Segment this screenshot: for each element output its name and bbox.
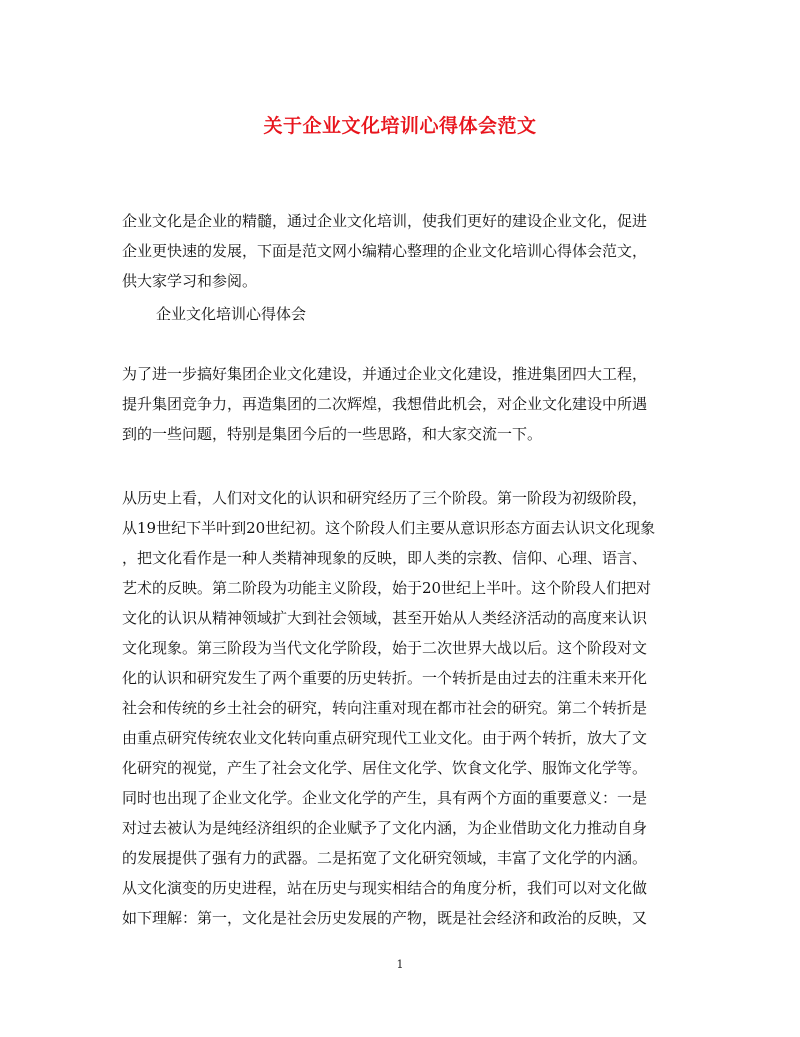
paragraph-line: 同时也出现了企业文化学。企业文化学的产生，具有两个方面的重要意义：一是 [122,789,648,807]
page-number: 1 [396,958,404,971]
intro-line: 企业更快速的发展，下面是范文网小编精心整理的企业文化培训心得体会范文， [122,242,648,260]
paragraph-line: 化研究的视觉，产生了社会文化学、居住文化学、饮食文化学、服饰文化学等。 [122,759,648,777]
paragraph-2 [122,483,682,933]
paragraph-line: 从文化演变的历史进程，站在历史与现实相结合的角度分析，我们可以对文化做 [122,879,648,897]
paragraph-line: ，把文化看作是一种人类精神现象的反映，即人类的宗教、信仰、心理、语言、 [122,549,648,567]
paragraph-line: 从19世纪下半叶到20世纪初。这个阶段人们主要从意识形态方面去认识文化现象 [122,519,656,537]
intro-paragraph [122,206,682,296]
paragraph-line: 提升集团竞争力，再造集团的二次辉煌，我想借此机会，对企业文化建设中所遇 [122,395,648,413]
paragraph-line: 的发展提供了强有力的武器。二是拓宽了文化研究领域，丰富了文化学的内涵。 [122,849,648,867]
paragraph-line: 文化现象。第三阶段为当代文化学阶段，始于二次世界大战以后。这个阶段对文 [122,639,648,657]
intro-line: 供大家学习和参阅。 [122,272,258,290]
intro-line: 企业文化是企业的精髓，通过企业文化培训，使我们更好的建设企业文化，促进 [122,212,648,230]
paragraph-line: 化的认识和研究发生了两个重要的历史转折。一个转折是由过去的注重未来开化 [122,669,648,687]
paragraph-line: 艺术的反映。第二阶段为功能主义阶段，始于20世纪上半叶。这个阶段人们把对 [122,579,652,597]
paragraph-line: 社会和传统的乡土社会的研究，转向注重对现在都市社会的研究。第二个转折是 [122,699,648,717]
paragraph-line: 文化的认识从精神领域扩大到社会领域，甚至开始从人类经济活动的高度来认识 [122,609,648,627]
paragraph-line: 到的一些问题，特别是集团今后的一些思路，和大家交流一下。 [122,425,543,443]
paragraph-1 [122,359,682,449]
paragraph-line: 由重点研究传统农业文化转向重点研究现代工业文化。由于两个转折，放大了文 [122,729,648,747]
paragraph-line: 如下理解：第一，文化是社会历史发展的产物，既是社会经济和政治的反映，又 [122,909,648,927]
section-subheading: 企业文化培训心得体会 [156,305,307,323]
document-title: 关于企业文化培训心得体会范文 [263,115,537,137]
paragraph-line: 对过去被认为是纯经济组织的企业赋予了文化内涵，为企业借助文化力推动自身 [122,819,648,837]
paragraph-line: 从历史上看，人们对文化的认识和研究经历了三个阶段。第一阶段为初级阶段， [122,489,648,507]
paragraph-line: 为了进一步搞好集团企业文化建设，并通过企业文化建设，推进集团四大工程， [122,365,648,383]
